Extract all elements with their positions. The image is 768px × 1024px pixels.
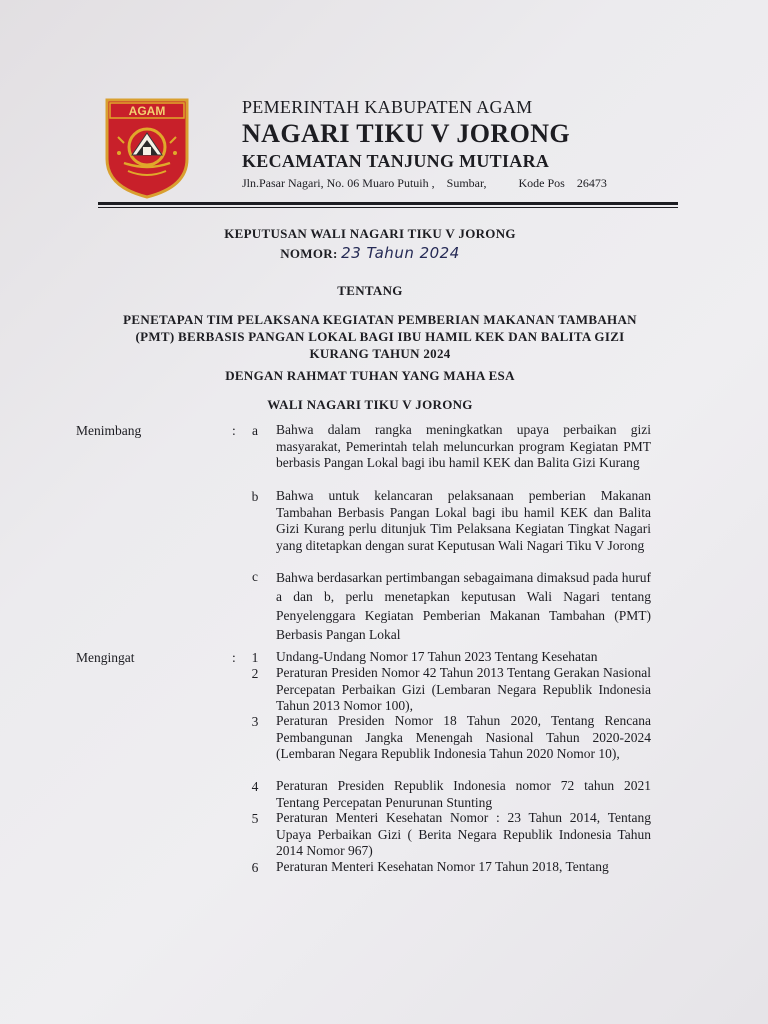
mengingat-item: Peraturan Presiden Nomor 42 Tahun 2013 Tentang Gerakan Nasional Percepatan Perbaikan Gizi (Lembaran Negara Republik Indonesia Tahun 2013 Nomor 100), xyxy=(276,665,651,713)
list-marker: 3 xyxy=(251,714,259,729)
decree-title: KEPUTUSAN WALI NAGARI TIKU V JORONG xyxy=(224,226,516,241)
district-name: KECAMATAN TANJUNG MUTIARA xyxy=(242,151,550,171)
mengingat-item: Peraturan Menteri Kesehatan Nomor : 23 Tahun 2014, Tentang Upaya Perbaikan Gizi ( Berita Negara Republik Indonesia Tahun 2014 Nomor 967) xyxy=(276,810,651,858)
postal-code: 26473 xyxy=(576,176,607,190)
decree-number xyxy=(60,244,680,262)
logo-text: AGAM xyxy=(128,104,166,118)
list-marker: 6 xyxy=(251,860,259,875)
subject-line: KURANG TAHUN 2024 xyxy=(309,346,451,361)
number-label: NOMOR: xyxy=(280,246,338,261)
tentang-heading: TENTANG xyxy=(337,283,403,298)
list-marker: 2 xyxy=(251,666,259,681)
authority-line: WALI NAGARI TIKU V JORONG xyxy=(267,397,473,412)
menimbang-item: Bahwa dalam rangka meningkatkan upaya perbaikan gizi masyarakat, Pemerintah telah meluncurkan program Kegiatan PMT berbasis Pangan Lokal bagi ibu hamil KEK dan Balita Gizi Kurang xyxy=(276,422,651,470)
blessing-line: DENGAN RAHMAT TUHAN YANG MAHA ESA xyxy=(225,368,515,383)
handwritten-number: 23 Tahun 2024 xyxy=(341,244,460,262)
government-name: PEMERINTAH KABUPATEN AGAM xyxy=(242,97,533,117)
address-line xyxy=(242,175,702,191)
list-marker: c xyxy=(252,569,258,584)
letterhead-divider xyxy=(98,202,678,205)
province: Sumbar, xyxy=(446,176,487,190)
nagari-name: NAGARI TIKU V JORONG xyxy=(242,119,570,148)
mengingat-colon: : xyxy=(232,650,236,665)
subject-line: PENETAPAN TIM PELAKSANA KEGIATAN PEMBERIAN MAKANAN TAMBAHAN xyxy=(123,312,637,327)
decree-subject xyxy=(80,311,680,362)
mengingat-item: Peraturan Menteri Kesehatan Nomor 17 Tahun 2018, Tentang xyxy=(276,859,609,874)
list-marker: 4 xyxy=(251,779,259,794)
list-marker: a xyxy=(252,423,258,438)
letterhead-divider-thin xyxy=(98,207,678,208)
list-marker: b xyxy=(251,489,259,504)
subject-line: (PMT) BERBASIS PANGAN LOKAL BAGI IBU HAMIL KEK DAN BALITA GIZI xyxy=(135,329,625,344)
mengingat-item: Peraturan Presiden Nomor 18 Tahun 2020, Tentang Rencana Pembangunan Jangka Menengah Nasional Tahun 2020-2024 (Lembaran Negara Republik Indonesia Tahun 2020 Nomor 10), xyxy=(276,713,651,761)
menimbang-label: Menimbang xyxy=(76,423,142,438)
list-marker: 5 xyxy=(251,811,259,826)
letterhead xyxy=(242,96,702,191)
mengingat-item: Peraturan Presiden Republik Indonesia nomor 72 tahun 2021 Tentang Percepatan Penurunan Stunting xyxy=(276,778,651,810)
mengingat-label: Mengingat xyxy=(76,650,135,665)
street-address: Jln.Pasar Nagari, No. 06 Muaro Putuih , xyxy=(242,176,435,190)
mengingat-item: Undang-Undang Nomor 17 Tahun 2023 Tentang Kesehatan xyxy=(276,649,598,664)
menimbang-item: Bahwa berdasarkan pertimbangan sebagaimana dimaksud pada huruf a dan b, perlu menetapkan keputusan Wali Nagari tentang Penyelenggara Kegiatan Pemberian Makanan Tambahan (PMT) Berbasis Pangan Lokal xyxy=(276,570,651,642)
menimbang-item: Bahwa untuk kelancaran pelaksanaan pemberian Makanan Tambahan Berbasis Pangan Lokal bagi ibu hamil KEK dan Balita Gizi Kurang perlu ditunjuk Tim Pelaksana Kegiatan Tingkat Nagari yang ditetapkan dengan surat Keputusan Wali Nagari Tiku V Jorong xyxy=(276,488,651,553)
postal-label: Kode Pos xyxy=(518,176,565,190)
menimbang-colon: : xyxy=(232,423,236,438)
agam-regency-emblem xyxy=(104,97,190,199)
list-marker: 1 xyxy=(251,650,259,665)
